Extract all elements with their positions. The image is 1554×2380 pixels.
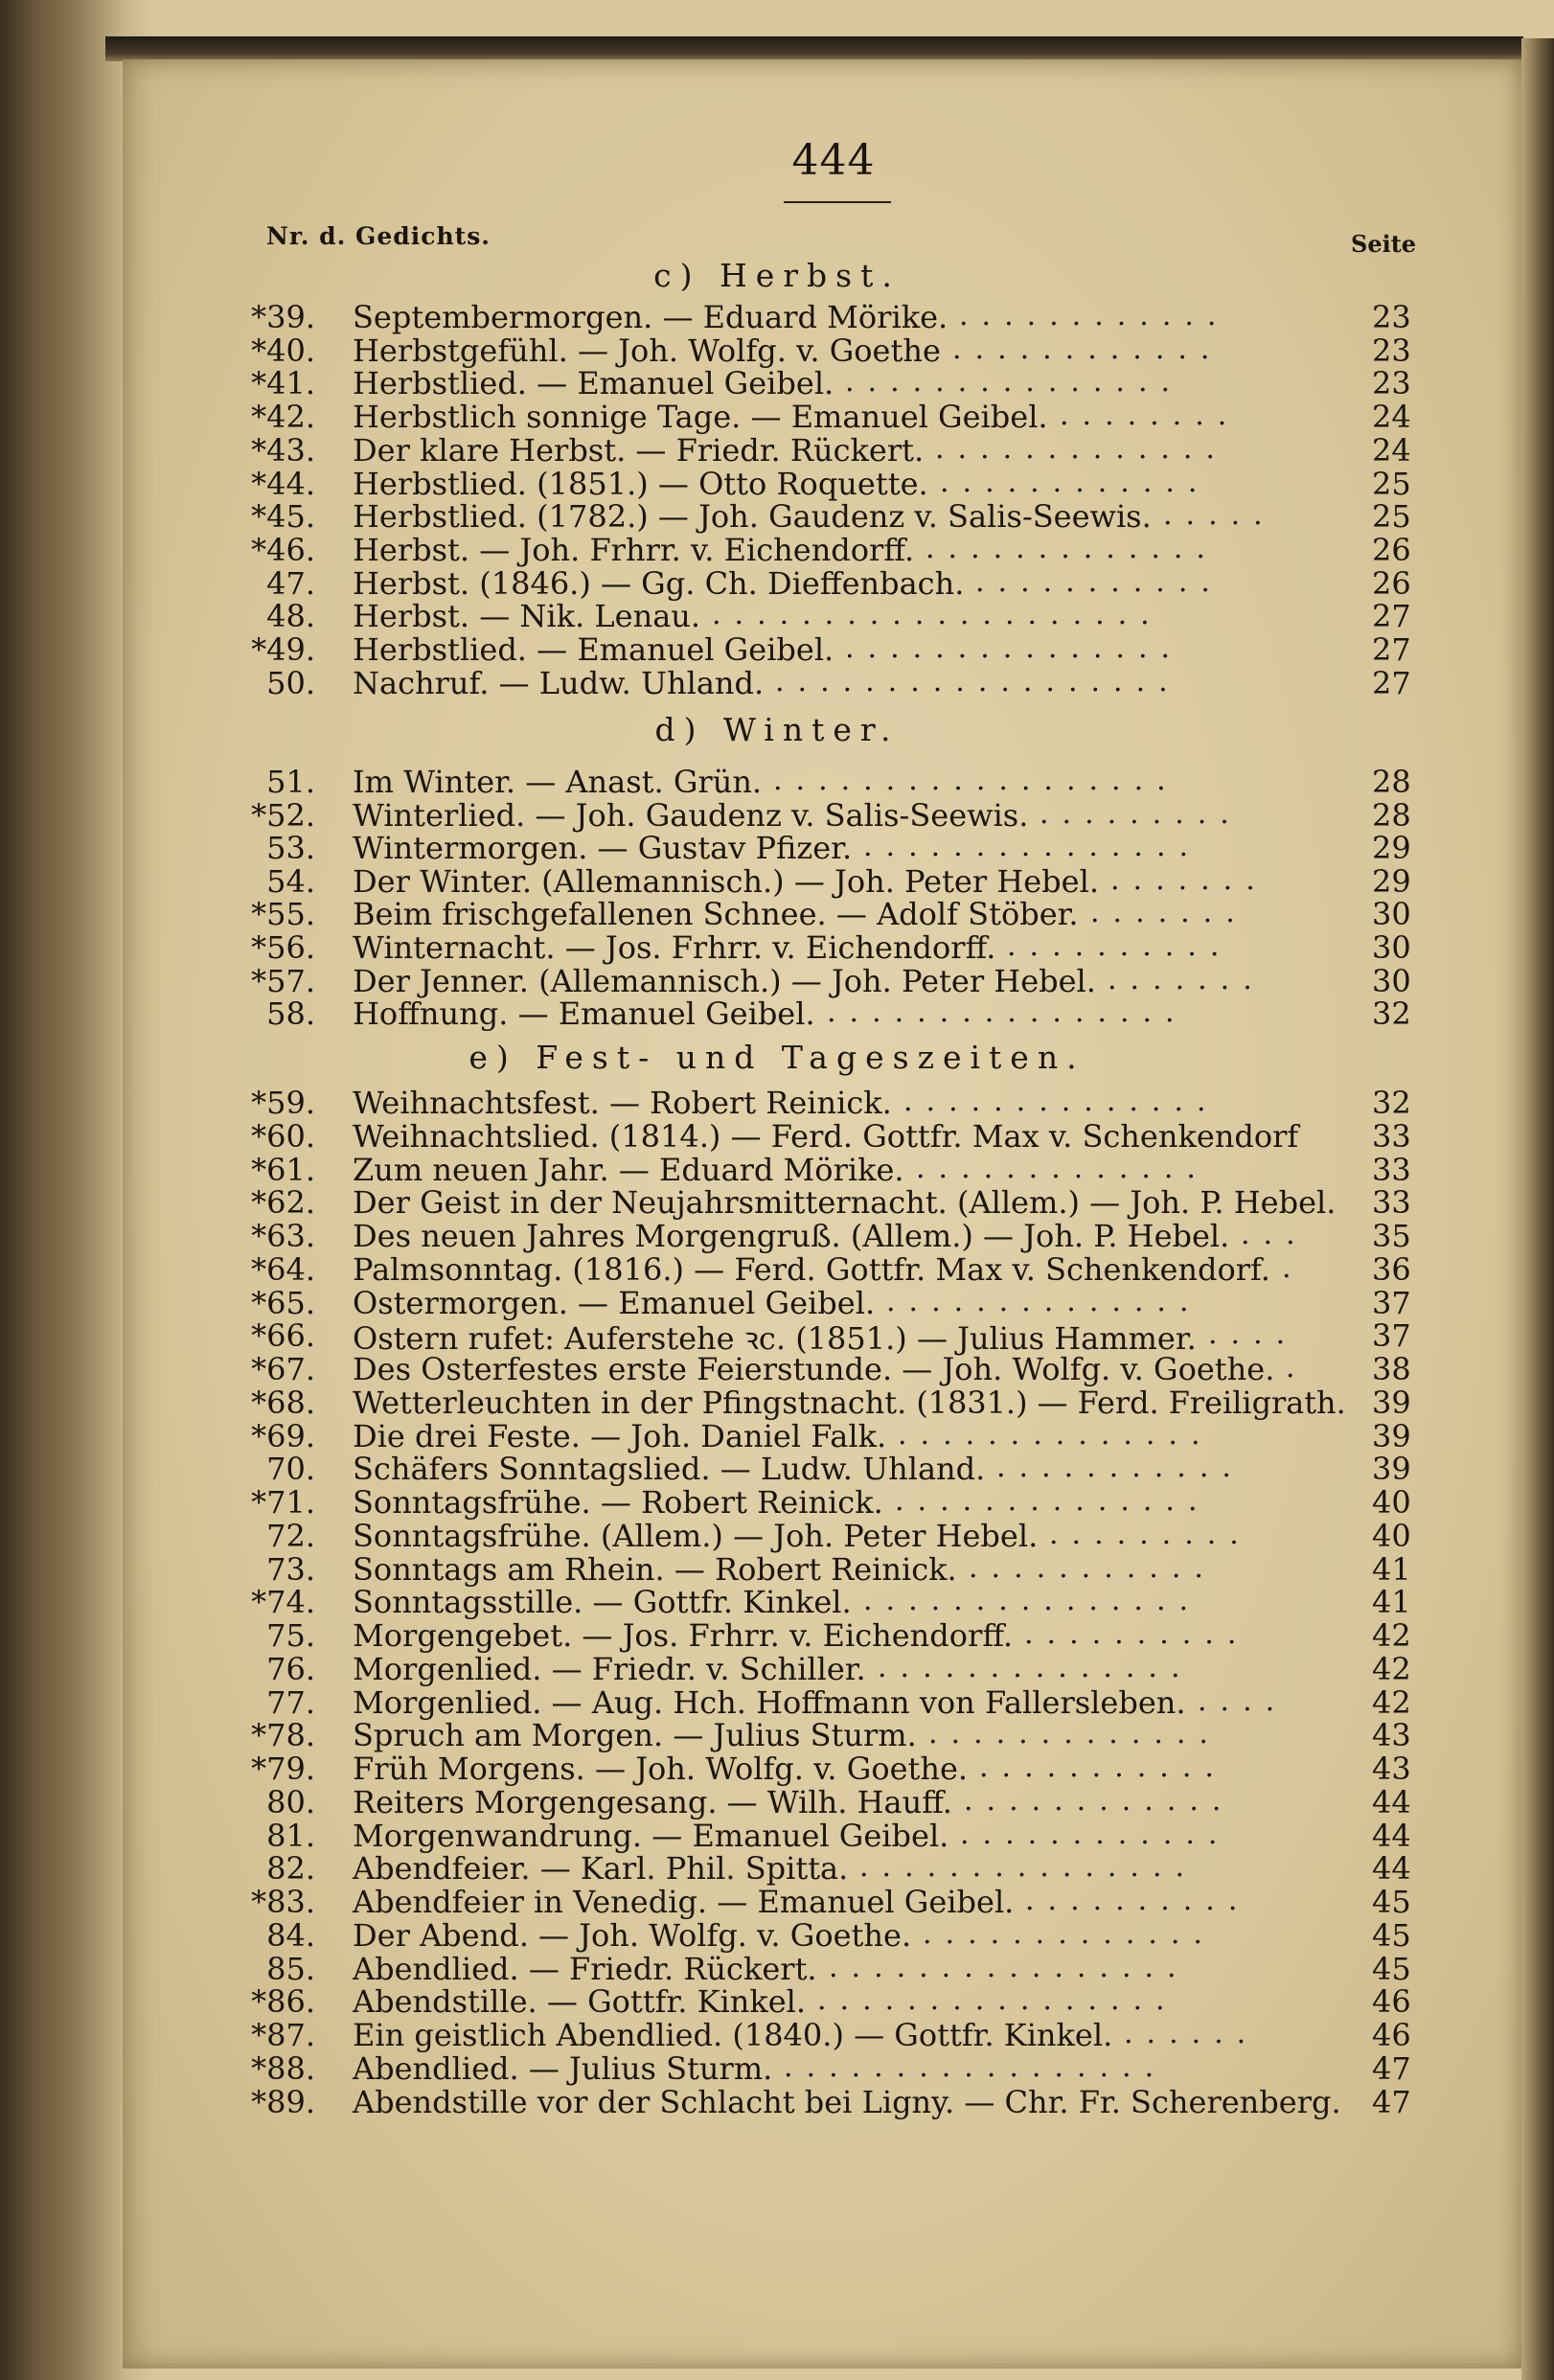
entry-number: 84. xyxy=(266,1916,315,1954)
entry-number: *60. xyxy=(251,1117,315,1155)
toc-entry xyxy=(0,332,1554,369)
entry-page: 44 xyxy=(1372,1817,1411,1854)
dot-leader: ........... xyxy=(975,564,1223,599)
entry-number: *46. xyxy=(251,531,315,568)
entry-title: Der Jenner. (Allemannisch.) — Joh. Peter Hebel. xyxy=(353,962,1096,999)
dot-leader: ............. xyxy=(926,531,1219,565)
entry-page: 46 xyxy=(1372,1983,1411,2021)
entry-page: 26 xyxy=(1372,531,1411,568)
entry-number: 53. xyxy=(266,830,315,867)
dot-leader: ............. xyxy=(923,1916,1216,1951)
entry-title: Hoffnung. — Emanuel Geibel. xyxy=(353,995,815,1033)
entry-page: 28 xyxy=(1372,796,1411,834)
column-header-poem-number: Nr. d. Gedichts. xyxy=(266,222,491,250)
toc-entry xyxy=(0,2049,1554,2087)
entry-title: Reiters Morgengesang. — Wilh. Hauff. xyxy=(353,1783,952,1820)
entry-title: Ostern rufet: Auferstehe ꝛc. (1851.) — Julius Hammer. xyxy=(353,1320,1197,1358)
dot-leader: ............. xyxy=(928,1717,1222,1751)
entry-page: 33 xyxy=(1372,1184,1411,1222)
toc-entry xyxy=(0,1683,1554,1721)
toc-entry xyxy=(0,1717,1554,1754)
toc-entry xyxy=(0,1184,1554,1222)
entry-number: 72. xyxy=(266,1517,315,1554)
entry-number: 48. xyxy=(266,598,315,635)
entry-page: 24 xyxy=(1372,431,1411,469)
toc-entry xyxy=(0,1117,1554,1155)
entry-page: 27 xyxy=(1372,631,1411,668)
entry-title: Sonntagsfrühe. — Robert Reinick. xyxy=(353,1484,883,1521)
dot-leader: ........ xyxy=(1060,399,1241,433)
dot-leader: .............. xyxy=(903,1085,1220,1118)
toc-entry xyxy=(0,1284,1554,1321)
entry-title: Der Geist in der Neujahrsmitternacht. (Allem.) — Joh. P. Hebel. xyxy=(353,1184,1337,1222)
entry-title: Septembermorgen. — Eduard Mörike. xyxy=(353,299,948,335)
entry-page: 29 xyxy=(1372,862,1411,900)
entry-title: Morgenwandrung. — Emanuel Geibel. xyxy=(353,1817,949,1854)
toc-entry xyxy=(0,1950,1554,1987)
toc-entry xyxy=(0,498,1554,536)
dot-leader: .......... xyxy=(1007,929,1233,963)
entry-number: *66. xyxy=(251,1317,315,1355)
entry-number: *78. xyxy=(251,1717,315,1754)
entry-page: 23 xyxy=(1372,365,1411,402)
entry-number: *69. xyxy=(251,1417,315,1454)
entry-page: 41 xyxy=(1372,1584,1411,1621)
entry-number: *44. xyxy=(251,465,315,502)
entry-page: 30 xyxy=(1372,929,1411,966)
entry-title: Herbstlied. — Emanuel Geibel. xyxy=(353,365,834,402)
entry-page: 32 xyxy=(1372,995,1411,1033)
toc-entry xyxy=(0,1983,1554,2021)
entry-page: 44 xyxy=(1372,1850,1411,1888)
entry-page: 45 xyxy=(1372,1884,1411,1920)
dot-leader: ............. xyxy=(935,431,1228,466)
dot-leader: . xyxy=(1286,1351,1309,1385)
dot-leader: .......... xyxy=(1025,1884,1251,1917)
dot-leader: ........... xyxy=(969,1550,1217,1585)
entry-title: Morgengebet. — Jos. Frhrr. v. Eichendorff. xyxy=(353,1617,1014,1654)
entry-page: 42 xyxy=(1372,1650,1411,1687)
entry-page: 36 xyxy=(1372,1250,1411,1288)
section-heading: d) Winter. xyxy=(654,711,900,748)
entry-number: 73. xyxy=(266,1550,315,1588)
entry-title: Im Winter. — Anast. Grün. xyxy=(353,764,763,800)
entry-title: Weihnachtslied. (1814.) — Ferd. Gottfr. Max v. Schenkendorf xyxy=(353,1117,1299,1155)
toc-entry xyxy=(0,431,1554,469)
toc-entry xyxy=(0,764,1554,800)
dot-leader: .............. xyxy=(878,1650,1194,1684)
toc-entry xyxy=(0,2017,1554,2053)
entry-page: 26 xyxy=(1372,564,1411,602)
toc-entry xyxy=(0,631,1554,668)
top-edge-shadow xyxy=(105,36,1523,61)
entry-page: 27 xyxy=(1372,664,1411,701)
dot-leader: ... xyxy=(1241,1218,1309,1251)
entry-number: *45. xyxy=(251,498,315,536)
dot-leader: ....... xyxy=(1110,862,1268,897)
entry-number: *42. xyxy=(251,399,315,436)
entry-title: Des Osterfestes erste Feierstunde. — Joh. Wolfg. v. Goethe. xyxy=(353,1351,1275,1387)
toc-entry xyxy=(0,1850,1554,1888)
entry-page: 37 xyxy=(1372,1317,1411,1355)
entry-title: Herbstlied. (1851.) — Otto Roquette. xyxy=(353,465,928,502)
toc-entry xyxy=(0,1751,1554,1787)
entry-page: 37 xyxy=(1372,1284,1411,1321)
entry-number: *61. xyxy=(251,1151,315,1188)
dot-leader: ............ xyxy=(952,332,1223,366)
toc-entry xyxy=(0,2083,1554,2120)
toc-entry xyxy=(0,1916,1554,1954)
toc-entry xyxy=(0,465,1554,502)
entry-title: Sonntagsfrühe. (Allem.) — Joh. Peter Hebel. xyxy=(353,1517,1039,1554)
toc-entry xyxy=(0,1417,1554,1454)
dot-leader: ................. xyxy=(784,2049,1168,2084)
entry-title: Weihnachtsfest. — Robert Reinick. xyxy=(353,1085,892,1121)
entry-title: Nachruf. — Ludw. Uhland. xyxy=(353,664,765,701)
entry-number: 47. xyxy=(266,564,315,602)
entry-title: Palmsonntag. (1816.) — Ferd. Gottfr. Max v. Schenkendorf. xyxy=(353,1250,1270,1288)
entry-title: Abendlied. — Julius Sturm. xyxy=(353,2049,773,2087)
dot-leader: .......... xyxy=(1024,1617,1250,1651)
entry-title: Sonntagsstille. — Gottfr. Kinkel. xyxy=(353,1584,852,1621)
entry-number: *88. xyxy=(251,2049,315,2087)
dot-leader: ......... xyxy=(1040,796,1243,831)
entry-number: 80. xyxy=(266,1783,315,1820)
section-heading: c) Herbst. xyxy=(653,257,901,294)
entry-number: *79. xyxy=(251,1751,315,1787)
toc-entry xyxy=(0,1884,1554,1920)
entry-page: 45 xyxy=(1372,1916,1411,1954)
dot-leader: .............. xyxy=(898,1417,1214,1452)
entry-page: 47 xyxy=(1372,2049,1411,2087)
toc-entry xyxy=(0,830,1554,867)
entry-title: Herbst. — Nik. Lenau. xyxy=(353,598,701,635)
entry-number: 58. xyxy=(266,995,315,1033)
entry-title: Winternacht. — Jos. Frhrr. v. Eichendorff. xyxy=(353,929,996,966)
entry-page: 25 xyxy=(1372,498,1411,536)
entry-number: 76. xyxy=(266,1650,315,1687)
entry-number: 50. xyxy=(266,664,315,701)
entry-page: 23 xyxy=(1372,332,1411,369)
entry-page: 35 xyxy=(1372,1218,1411,1254)
entry-number: *86. xyxy=(251,1983,315,2021)
entry-page: 25 xyxy=(1372,465,1411,502)
dot-leader: . xyxy=(1282,1250,1305,1285)
entry-number: 82. xyxy=(266,1850,315,1888)
entry-number: *40. xyxy=(251,332,315,369)
dot-leader: ......... xyxy=(1049,1517,1252,1551)
entry-title: Herbstlied. (1782.) — Joh. Gaudenz v. Salis-Seewis. xyxy=(353,498,1152,536)
toc-entry xyxy=(0,1550,1554,1588)
toc-entry xyxy=(0,929,1554,966)
dot-leader: ............. xyxy=(916,1151,1209,1185)
toc-entry xyxy=(0,995,1554,1033)
entry-number: *87. xyxy=(251,2017,315,2053)
toc-entry xyxy=(0,896,1554,933)
entry-number: *83. xyxy=(251,1884,315,1920)
entry-number: *52. xyxy=(251,796,315,834)
entry-title: Winterlied. — Joh. Gaudenz v. Salis-Seewis. xyxy=(353,796,1029,834)
dot-leader: ................ xyxy=(817,1983,1178,2018)
toc-entry xyxy=(0,1384,1554,1421)
entry-number: *43. xyxy=(251,431,315,469)
entry-page: 30 xyxy=(1372,896,1411,933)
dot-leader: ............ xyxy=(940,465,1211,499)
toc-entry xyxy=(0,365,1554,402)
entry-number: 77. xyxy=(266,1683,315,1721)
entry-title: Abendstille vor der Schlacht bei Ligny. — Chr. Fr. Scherenberg. xyxy=(353,2083,1341,2120)
toc-entry xyxy=(0,1817,1554,1854)
entry-title: Herbstlich sonnige Tage. — Emanuel Geibel. xyxy=(353,399,1048,436)
entry-title: Abendstille. — Gottfr. Kinkel. xyxy=(353,1983,807,2021)
dot-leader: ............ xyxy=(964,1783,1235,1818)
dot-leader: .................... xyxy=(712,598,1163,632)
entry-page: 43 xyxy=(1372,1717,1411,1754)
dot-leader: .... xyxy=(1208,1317,1299,1352)
toc-entry xyxy=(0,1351,1554,1387)
entry-number: *57. xyxy=(251,962,315,999)
entry-number: 70. xyxy=(266,1451,315,1488)
toc-entry xyxy=(0,1151,1554,1188)
dot-leader: ............... xyxy=(863,830,1202,864)
entry-page: 40 xyxy=(1372,1517,1411,1554)
toc-entry xyxy=(0,531,1554,568)
entry-title: Ostermorgen. — Emanuel Geibel. xyxy=(353,1284,876,1321)
entry-page: 32 xyxy=(1372,1085,1411,1121)
dot-leader: .............. xyxy=(886,1284,1202,1318)
dot-leader: ............ xyxy=(960,1817,1231,1851)
entry-number: 54. xyxy=(266,862,315,900)
entry-title: Des neuen Jahres Morgengruß. (Allem.) — Joh. P. Hebel. xyxy=(353,1218,1230,1254)
dot-leader: ..... xyxy=(1163,498,1276,533)
entry-page: 40 xyxy=(1372,1484,1411,1521)
toc-entry xyxy=(0,1085,1554,1121)
dot-leader: ...... xyxy=(1124,2017,1260,2050)
dot-leader: ................ xyxy=(827,995,1188,1030)
dot-leader: ............... xyxy=(863,1584,1202,1618)
entry-page: 29 xyxy=(1372,830,1411,867)
entry-number: *62. xyxy=(251,1184,315,1222)
page-number-rule xyxy=(784,201,891,203)
dot-leader: ............... xyxy=(845,631,1184,665)
toc-entry xyxy=(0,1517,1554,1554)
entry-title: Wetterleuchten in der Pfingstnacht. (1831.) — Ferd. Freiligrath. xyxy=(353,1384,1346,1421)
entry-number: 75. xyxy=(266,1617,315,1654)
entry-title: Morgenlied. — Aug. Hch. Hoffmann von Fallersleben. xyxy=(353,1683,1186,1721)
entry-title: Sonntags am Rhein. — Robert Reinick. xyxy=(353,1550,957,1588)
entry-title: Herbst. (1846.) — Gg. Ch. Dieffenbach. xyxy=(353,564,965,602)
entry-page: 39 xyxy=(1372,1417,1411,1454)
dot-leader: ........... xyxy=(979,1751,1227,1784)
entry-number: 81. xyxy=(266,1817,315,1854)
entry-number: *59. xyxy=(251,1085,315,1121)
dot-leader: ............ xyxy=(959,299,1230,332)
entry-number: *74. xyxy=(251,1584,315,1621)
entry-page: 24 xyxy=(1372,399,1411,436)
dot-leader: .... xyxy=(1198,1683,1289,1718)
dot-leader: ................ xyxy=(829,1950,1190,1984)
entry-page: 23 xyxy=(1372,299,1411,335)
toc-entry xyxy=(0,962,1554,999)
toc-entry xyxy=(0,299,1554,335)
entry-number: *55. xyxy=(251,896,315,933)
entry-page: 44 xyxy=(1372,1783,1411,1820)
entry-title: Der Winter. (Allemannisch.) — Joh. Peter Hebel. xyxy=(353,862,1099,900)
entry-page: 33 xyxy=(1372,1151,1411,1188)
entry-title: Abendfeier in Venedig. — Emanuel Geibel. xyxy=(353,1884,1015,1920)
entry-number: *49. xyxy=(251,631,315,668)
entry-title: Ein geistlich Abendlied. (1840.) — Gottfr. Kinkel. xyxy=(353,2017,1113,2053)
entry-number: *67. xyxy=(251,1351,315,1387)
entry-title: Früh Morgens. — Joh. Wolfg. v. Goethe. xyxy=(353,1751,969,1787)
entry-number: 51. xyxy=(266,764,315,800)
entry-number: *63. xyxy=(251,1218,315,1254)
toc-entry xyxy=(0,1250,1554,1288)
entry-number: *68. xyxy=(251,1384,315,1421)
entry-page: 39 xyxy=(1372,1384,1411,1421)
entry-page: 38 xyxy=(1372,1351,1411,1387)
entry-title: Herbstgefühl. — Joh. Wolfg. v. Goethe xyxy=(353,332,941,369)
toc-entry xyxy=(0,664,1554,701)
toc-entry xyxy=(0,1617,1554,1654)
entry-number: 85. xyxy=(266,1950,315,1987)
toc-entry xyxy=(0,1484,1554,1521)
toc-entry xyxy=(0,1451,1554,1488)
entry-page: 27 xyxy=(1372,598,1411,635)
entry-title: Wintermorgen. — Gustav Pfizer. xyxy=(353,830,853,867)
entry-title: Spruch am Morgen. — Julius Sturm. xyxy=(353,1717,917,1754)
toc-entry xyxy=(0,1218,1554,1254)
toc-entry xyxy=(0,1783,1554,1820)
entry-number: *71. xyxy=(251,1484,315,1521)
entry-number: *89. xyxy=(251,2083,315,2120)
toc-entry xyxy=(0,862,1554,900)
entry-title: Schäfers Sonntagslied. — Ludw. Uhland. xyxy=(353,1451,986,1488)
entry-number: *41. xyxy=(251,365,315,402)
entry-page: 28 xyxy=(1372,764,1411,800)
entry-page: 42 xyxy=(1372,1683,1411,1721)
entry-page: 39 xyxy=(1372,1451,1411,1488)
toc-entry xyxy=(0,399,1554,436)
entry-page: 43 xyxy=(1372,1751,1411,1787)
entry-title: Herbst. — Joh. Frhrr. v. Eichendorff. xyxy=(353,531,915,568)
toc-entry xyxy=(0,564,1554,602)
page-number: 444 xyxy=(791,136,876,185)
entry-title: Beim frischgefallenen Schnee. — Adolf Stöber. xyxy=(353,896,1079,933)
entry-title: Herbstlied. — Emanuel Geibel. xyxy=(353,631,834,668)
entry-page: 47 xyxy=(1372,2083,1411,2120)
entry-number: *65. xyxy=(251,1284,315,1321)
dot-leader: ....... xyxy=(1090,896,1248,930)
entry-number: *64. xyxy=(251,1250,315,1288)
column-header-page: Seite xyxy=(1351,230,1417,258)
dot-leader: .............. xyxy=(895,1484,1211,1518)
dot-leader: .................. xyxy=(773,764,1179,797)
entry-title: Morgenlied. — Friedr. v. Schiller. xyxy=(353,1650,866,1687)
dot-leader: .................. xyxy=(775,664,1181,698)
entry-page: 30 xyxy=(1372,962,1411,999)
entry-title: Die drei Feste. — Joh. Daniel Falk. xyxy=(353,1417,887,1454)
entry-title: Abendfeier. — Karl. Phil. Spitta. xyxy=(353,1850,849,1888)
entry-title: Abendlied. — Friedr. Rückert. xyxy=(353,1950,817,1987)
dot-leader: ............... xyxy=(859,1850,1199,1885)
toc-entry xyxy=(0,796,1554,834)
entry-page: 45 xyxy=(1372,1950,1411,1987)
entry-title: Zum neuen Jahr. — Eduard Mörike. xyxy=(353,1151,904,1188)
entry-title: Der Abend. — Joh. Wolfg. v. Goethe. xyxy=(353,1916,912,1954)
toc-entry xyxy=(0,1317,1554,1358)
entry-page: 46 xyxy=(1372,2017,1411,2053)
dot-leader: ........... xyxy=(996,1451,1245,1485)
section-heading: e) Fest- und Tageszeiten. xyxy=(468,1039,1086,1076)
entry-number: *39. xyxy=(251,299,315,335)
entry-page: 42 xyxy=(1372,1617,1411,1654)
dot-leader: ............... xyxy=(845,365,1184,400)
toc-entry xyxy=(0,598,1554,635)
dot-leader: ....... xyxy=(1108,962,1266,996)
toc-entry xyxy=(0,1650,1554,1687)
entry-number: *56. xyxy=(251,929,315,966)
toc-entry xyxy=(0,1584,1554,1621)
entry-page: 33 xyxy=(1372,1117,1411,1155)
entry-page: 41 xyxy=(1372,1550,1411,1588)
entry-title: Der klare Herbst. — Friedr. Rückert. xyxy=(353,431,925,469)
